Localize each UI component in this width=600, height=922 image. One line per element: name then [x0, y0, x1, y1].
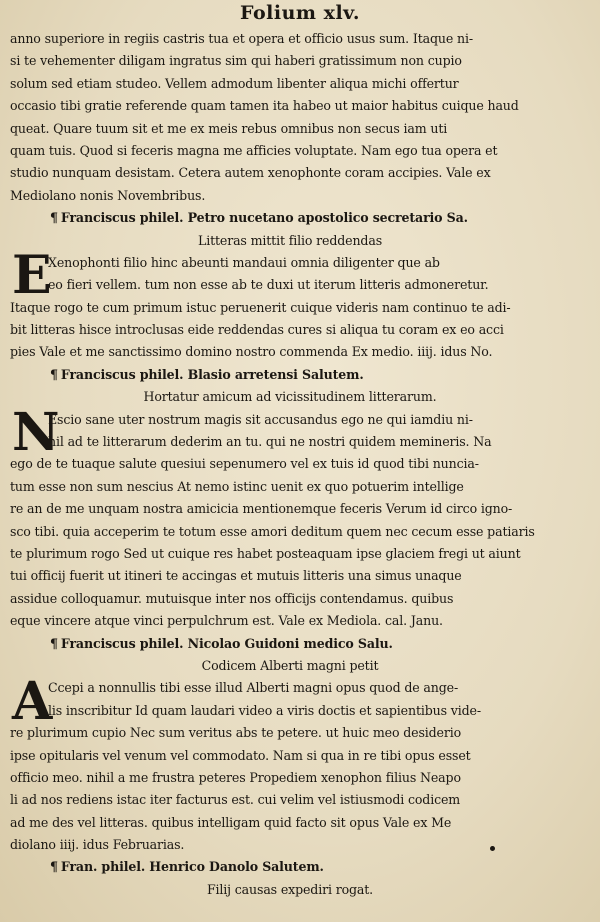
text-line — [10, 521, 570, 543]
text-line — [10, 588, 570, 610]
text-line — [10, 856, 570, 878]
line-text: re plurimum cupio Nec sum veritus abs te petere. ut huic meo desiderio — [10, 725, 462, 741]
text-line — [10, 252, 570, 274]
text-line — [10, 767, 570, 789]
line-text: Franciscus philel. Nicolao Guidoni medico Salu. — [60, 635, 393, 651]
text-line — [10, 364, 570, 386]
line-text: solum sed etiam studeo. Vellem admodum libenter aliqua michi offertur — [10, 75, 459, 91]
text-line — [10, 834, 570, 856]
text-line — [10, 185, 570, 207]
line-text: sco tibi. quia acceperim te totum esse amori deditum quem nec cecum esse patiaris — [10, 523, 535, 539]
line-text: eo fieri vellem. tum non esse ab te duxi ut iterum litteris admoneretur. — [48, 277, 489, 293]
line-text: studio nunquam desistam. Cetera autem xenophonte coram accipies. Vale ex — [10, 165, 491, 181]
text-line — [10, 789, 570, 811]
line-text: Franciscus philel. Petro nucetano apostolico secretario Sa. — [60, 210, 468, 226]
folio-header: Folium xlv. — [240, 2, 360, 24]
text-line — [10, 655, 570, 677]
line-text: Filij causas expediri rogat. — [206, 881, 374, 897]
pilcrow-mark: ¶ — [50, 635, 58, 651]
text-line — [10, 633, 570, 655]
text-line — [10, 700, 570, 722]
drop-initial: A — [12, 670, 53, 732]
text-line — [10, 431, 570, 453]
text-line — [10, 879, 570, 901]
line-text: assidue colloquamur. mutuisque inter nos officijs contendamus. quibus — [10, 590, 454, 606]
text-line — [10, 140, 570, 162]
text-line — [10, 722, 570, 744]
line-text: anno superiore in regiis castris tua et opera et officio usus sum. Itaque ni- — [10, 31, 473, 46]
text-line — [10, 297, 570, 319]
drop-initial: E — [12, 245, 52, 306]
text-line — [10, 95, 570, 117]
line-text: Itaque rogo te cum primum istuc peruenerit cuique videris nam continuo te adi- — [10, 299, 511, 315]
text-line — [10, 610, 570, 632]
line-text: ipse opitularis vel venum vel commodato. Nam si qua in re tibi opus esset — [10, 747, 471, 763]
letter-text — [10, 28, 570, 901]
line-text: te plurimum rogo Sed ut cuique res habet posteaquam ipse glaciem fregi ut aiunt — [10, 545, 521, 561]
line-text: bit litteras hisce introclusas eide reddendas cures si aliqua tu coram ex eo acci — [10, 322, 504, 338]
line-text: lis inscribitur Id quam laudari video a viris doctis et sapientibus vide- — [48, 702, 481, 718]
line-text: Escio sane uter nostrum magis sit accusandus ego ne qui iamdiu ni- — [48, 411, 473, 427]
ink-dot — [490, 846, 495, 851]
line-text: eque vincere atque vinci perpulchrum est. Vale ex Mediola. cal. Janu. — [10, 613, 443, 629]
line-text: Codicem Alberti magni petit — [201, 657, 379, 673]
line-text: re an de me unquam nostra amicicia mentionemque feceris Verum id circo igno- — [10, 501, 513, 517]
text-line — [10, 677, 570, 699]
text-line — [10, 162, 570, 184]
line-text: Franciscus philel. Blasio arretensi Salutem. — [60, 366, 364, 382]
text-line — [10, 409, 570, 431]
text-line — [10, 319, 570, 341]
text-line — [10, 50, 570, 72]
line-text: Hortatur amicum ad vicissitudinem litterarum. — [143, 389, 437, 405]
text-line — [10, 543, 570, 565]
pilcrow-mark: ¶ — [50, 210, 58, 226]
line-text: Ccepi a nonnullis tibi esse illud Alberti magni opus quod de ange- — [48, 680, 459, 696]
text-line — [10, 565, 570, 587]
line-text: tum esse non sum nescius At nemo istinc uenit ex quo potuerim intellige — [10, 478, 464, 494]
drop-initial: N — [12, 401, 60, 463]
line-text: Litteras mittit filio reddendas — [197, 232, 383, 248]
pilcrow-mark: ¶ — [50, 859, 58, 875]
line-text: Fran. philel. Henrico Danolo Salutem. — [60, 859, 324, 875]
text-line — [10, 230, 570, 252]
text-line — [10, 745, 570, 767]
pilcrow-mark: ¶ — [50, 366, 58, 382]
line-text: hil ad te litterarum dederim an tu. qui ne nostri quidem memineris. Na — [48, 434, 492, 450]
line-text: li ad nos rediens istac iter facturus est. cui velim vel istiusmodi codicem — [10, 792, 461, 808]
text-line — [10, 73, 570, 95]
text-line — [10, 386, 570, 408]
text-line — [10, 207, 570, 229]
text-line — [10, 812, 570, 834]
line-text: Xenophonti filio hinc abeunti mandaui omnia diligenter que ab — [48, 254, 440, 270]
line-text: occasio tibi gratie referende quam tamen ita habeo ut maior habitus cuique haud — [10, 98, 519, 114]
line-text: pies Vale et me sanctissimo domino nostro commenda Ex medio. iiij. idus No. — [10, 344, 493, 360]
text-line — [10, 453, 570, 475]
text-line — [10, 498, 570, 520]
line-text: tui officij fuerit ut itineri te accingas et mutuis litteris una simus unaque — [10, 568, 462, 584]
text-line — [10, 274, 570, 296]
line-text: ad me des vel litteras. quibus intelligam quid facto sit opus Vale ex Me — [10, 814, 452, 830]
text-line — [10, 476, 570, 498]
line-text: diolano iiij. idus Februarias. — [10, 837, 185, 853]
line-text: si te vehementer diligam ingratus sim qui haberi gratissimum non cupio — [10, 53, 462, 69]
text-line — [10, 28, 570, 50]
line-text: ego de te tuaque salute quesiui sepenumero vel ex tuis id quod tibi nuncia- — [10, 456, 479, 472]
line-text: queat. Quare tuum sit et me ex meis rebus omnibus non secus iam uti — [10, 120, 448, 136]
text-line — [10, 341, 570, 363]
line-text: quam tuis. Quod si feceris magna me afficies voluptate. Nam ego tua opera et — [10, 142, 498, 158]
text-line — [10, 118, 570, 140]
line-text: officio meo. nihil a me frustra peteres Propediem xenophon filius Neapo — [10, 769, 461, 785]
line-text: Mediolano nonis Novembribus. — [10, 187, 206, 203]
